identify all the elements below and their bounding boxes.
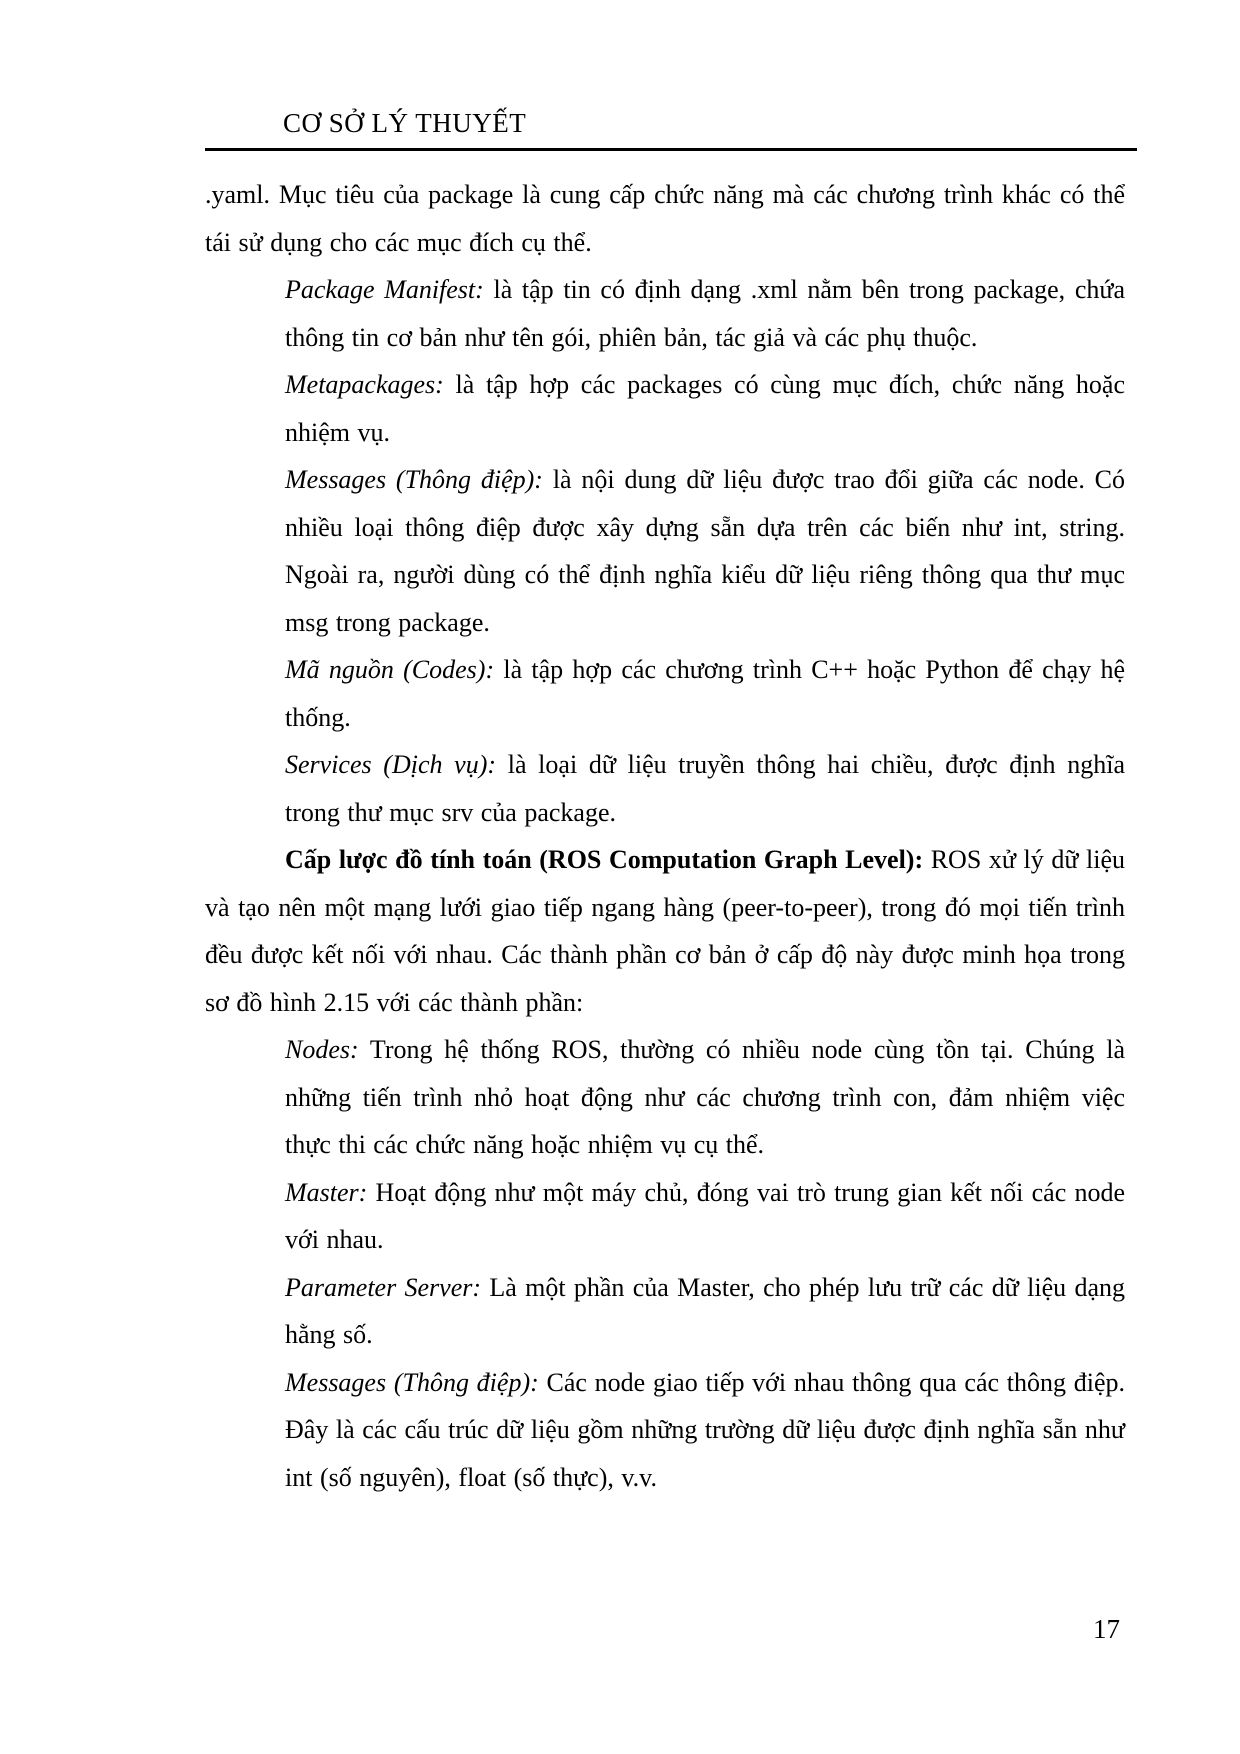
item-text: Các node giao tiếp với nhau thông qua các thông điệp. Đây là các cấu trúc dữ liệu gồm những trường dữ liệu được định nghĩa sẵn như int (số nguyên), float (số thực), v.v. [285, 1367, 1125, 1492]
item-lead: Messages (Thông điệp): [285, 465, 543, 494]
item-lead: Mã nguồn (Codes): [285, 655, 495, 684]
item-text: là tập tin có định dạng .xml nằm bên trong package, chứa thông tin cơ bản như tên gói, phiên bản, tác giả và các phụ thuộc. [285, 275, 1125, 352]
item-text: Hoạt động như một máy chủ, đóng vai trò trung gian kết nối các node với nhau. [285, 1177, 1125, 1254]
item-lead: Services (Dịch vụ): [285, 750, 497, 779]
paragraph-computation-graph [205, 836, 1125, 1026]
item-ma-nguon-codes [285, 646, 1125, 741]
item-master [285, 1169, 1125, 1264]
paragraph-text: .yaml. Mục tiêu của package là cung cấp chức năng mà các chương trình khác có thể tái sử dụng cho các mục đích cụ thể. [205, 180, 1125, 257]
item-lead: Parameter Server: [285, 1272, 482, 1302]
item-text: là tập hợp các packages có cùng mục đích, chức năng hoặc nhiệm vụ. [285, 370, 1125, 447]
item-text: là loại dữ liệu truyền thông hai chiều, được định nghĩa trong thư mục srv của package. [285, 750, 1125, 827]
page-header-title: CƠ SỞ LÝ THUYẾT [283, 108, 527, 138]
header-rule [205, 148, 1137, 151]
item-messages-definition [285, 456, 1125, 646]
item-lead: Nodes: [285, 1035, 359, 1064]
item-lead: Master: [285, 1177, 368, 1207]
item-text: Trong hệ thống ROS, thường có nhiều node cùng tồn tại. Chúng là những tiến trình nhỏ hoạt động như các chương trình con, đảm nhiệm việc thực thi các chức năng hoặc nhiệm vụ cụ thể. [285, 1035, 1125, 1159]
item-text: là tập hợp các chương trình C++ hoặc Python để chạy hệ thống. [285, 655, 1125, 732]
page-number: 17 [1093, 1614, 1120, 1644]
paragraph-text: ROS xử lý dữ liệu và tạo nên một mạng lưới giao tiếp ngang hàng (peer-to-peer), trong đó mọi tiến trình đều được kết nối với nhau. Các thành phần cơ bản ở cấp độ này được minh họa trong sơ đồ hình 2.15 với các thành phần: [205, 845, 1125, 1017]
item-messages-communication [285, 1359, 1125, 1502]
item-lead: Messages (Thông điệp): [285, 1367, 539, 1397]
document-body [205, 171, 1125, 1501]
item-nodes [285, 1026, 1125, 1169]
item-package-manifest [285, 266, 1125, 361]
item-lead: Metapackages: [285, 370, 444, 399]
item-text: Là một phần của Master, cho phép lưu trữ các dữ liệu dạng hằng số. [285, 1272, 1125, 1349]
paragraph-lead: Cấp lược đồ tính toán (ROS Computation Graph Level): [285, 845, 924, 874]
item-parameter-server [285, 1264, 1125, 1359]
paragraph-yaml-intro [205, 171, 1125, 266]
item-metapackages [285, 361, 1125, 456]
item-text: là nội dung dữ liệu được trao đổi giữa các node. Có nhiều loại thông điệp được xây dựng sẵn dựa trên các biến như int, string. Ngoài ra, người dùng có thể định nghĩa kiểu dữ liệu riêng thông qua thư mục msg trong package. [285, 465, 1126, 637]
item-services [285, 741, 1125, 836]
item-lead: Package Manifest: [285, 275, 484, 304]
